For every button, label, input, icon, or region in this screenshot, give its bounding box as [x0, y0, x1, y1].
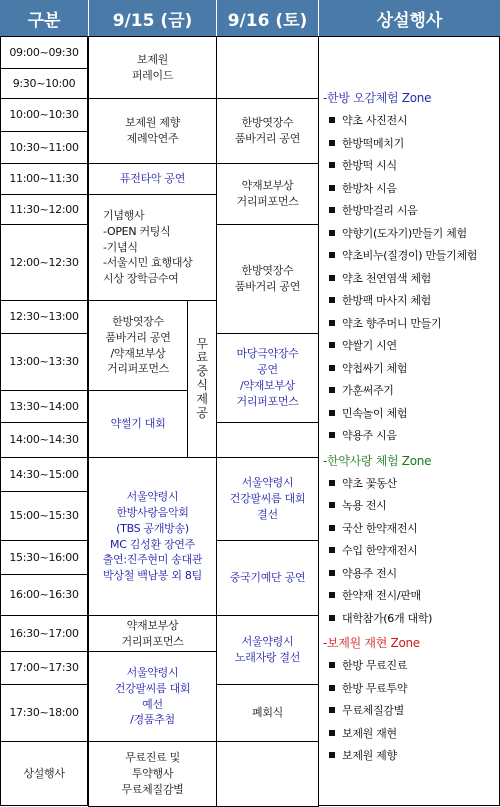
day1-ceremony-line: -서울시민 효행대상: [103, 256, 193, 270]
day1-health-prelim-line: 서울약령시: [126, 665, 179, 679]
day1-ritual: [88, 98, 217, 164]
day1-ceremony-line: 시상 장학금수여: [103, 272, 179, 286]
day1-singing-contest-line: 출연:진주현미 송대관: [102, 553, 203, 567]
day1-permanent-line: 무료체질감별: [121, 782, 184, 796]
bullet-icon: [329, 480, 335, 486]
day1-free-meal-line: 식: [196, 378, 208, 392]
time-slot: 10:00~10:30: [0, 98, 88, 132]
time-slot: 9:30~10:00: [0, 68, 88, 99]
day1-ceremony-line: -OPEN 커팅식: [103, 224, 171, 238]
zone-item: [323, 473, 499, 496]
time-slot: 16:30~17:00: [0, 615, 88, 652]
zone-item: [323, 313, 499, 336]
time-slot: 10:30~11:00: [0, 131, 88, 164]
zone-item: [323, 268, 499, 291]
day1-yakseolgi-line: 약썰기 대회: [110, 417, 166, 431]
day1-free-meal-line: 공: [196, 405, 208, 420]
zone-item: [323, 745, 499, 768]
bullet-icon: [329, 387, 335, 393]
day2-yangsang-line: 거리퍼포먼스: [236, 394, 299, 408]
zone-item-label: 녹용 전시: [342, 499, 387, 512]
day2-peddler1-line: 약재보부상: [241, 179, 294, 193]
day2-permanent: [216, 741, 319, 807]
header-category: 구분: [0, 0, 88, 36]
zone-item: [323, 608, 499, 631]
day1-health-prelim-line: 건강팔씨름 대회: [114, 681, 191, 695]
zone-item: [323, 380, 499, 403]
zone-item-label: 약용주 전시: [342, 566, 397, 580]
zone-item: [323, 110, 499, 133]
day1-health-prelim-line: /경품추첨: [130, 713, 175, 727]
zone-item: [323, 200, 499, 223]
day2-traditional: [216, 540, 319, 616]
day1-permanent-line: 투약행사: [131, 767, 174, 781]
day1-ritual-line: 보제원 제향: [125, 116, 180, 130]
header-day2: 9/16 (토): [216, 0, 318, 36]
zone-list: [323, 473, 499, 631]
zone-item-label: 대학참가(6개 대학): [342, 611, 433, 625]
time-slot: 13:00~13:30: [0, 333, 88, 391]
zone-item-label: 약초비누(질경이) 만들기체험: [342, 249, 478, 262]
day1-parade-line: 보제원: [137, 52, 168, 66]
zone-item: [323, 178, 499, 201]
bullet-icon: [329, 662, 335, 668]
day2-empty-morning: [216, 36, 319, 99]
bullet-icon: [329, 140, 335, 146]
time-slot: 14:30~15:00: [0, 457, 88, 492]
zone-item-label: 수입 한약재전시: [342, 544, 418, 557]
zone-title: -보제원 재현 Zone: [323, 636, 420, 650]
time-slot: 15:30~16:00: [0, 540, 88, 575]
day1-ritual-line: 제례악연주: [126, 132, 179, 145]
day1-performance-line: /약재보부상: [110, 346, 166, 360]
zone-item: [323, 223, 499, 246]
zone-item: [323, 335, 499, 358]
time-slot: 13:30~14:00: [0, 390, 88, 423]
zone-item-label: 한방떡 시식: [342, 159, 397, 172]
zone-item: [323, 155, 499, 178]
time-slot: 11:30~12:00: [0, 194, 88, 225]
time-slot: 15:00~15:30: [0, 491, 88, 541]
time-slot: 14:00~14:30: [0, 422, 88, 458]
zone-item: [323, 700, 499, 723]
day1-performance-line: 거리퍼포먼스: [107, 362, 169, 376]
zone-title: -한약사랑 체험 Zone: [323, 453, 432, 468]
time-slot: 11:00~11:30: [0, 163, 88, 195]
bullet-icon: [329, 275, 335, 281]
zone-item: [323, 403, 499, 426]
day1-permanent: [88, 741, 217, 807]
bullet-icon: [329, 525, 335, 531]
day1-singing-contest-line: MC 김성환 장연주: [110, 537, 195, 551]
bullet-icon: [329, 342, 335, 348]
bullet-icon: [329, 117, 335, 123]
day1-singing-contest-line: 한방사랑음악회: [116, 505, 189, 519]
day1-parade-line: 퍼레이드: [131, 68, 174, 82]
zone-item-label: 한방막걸리 시음: [342, 204, 418, 217]
zone-item-label: 한방떡메치기: [342, 136, 404, 150]
bullet-icon: [329, 365, 335, 371]
day1-free-meal-line: 료: [196, 350, 208, 365]
zone-item-label: 보제원 제향: [342, 749, 397, 762]
bullet-icon: [329, 730, 335, 736]
day1-free-meal-line: 중: [196, 364, 208, 379]
zone-item-label: 약첩싸기 체험: [342, 361, 408, 375]
zone-item-label: 약초 천연염색 체험: [342, 271, 432, 285]
zone-item-label: 약쌀기 시연: [342, 339, 397, 352]
day1-singing-contest-line: (TBS 공개방송): [116, 521, 189, 535]
day1-permanent-line: 무료진료 및: [125, 751, 180, 765]
day1-ceremony-line: 기념행사: [103, 208, 145, 222]
zone-item: [323, 495, 499, 518]
header-day1: 9/15 (금): [88, 0, 216, 36]
permanent-events-column: [318, 36, 500, 806]
bullet-icon: [329, 752, 335, 758]
day1-singing-contest-line: 서울약령시: [126, 489, 179, 503]
day2-traditional-line: 중국기예단 공연: [229, 571, 306, 585]
time-slot: 16:00~16:30: [0, 574, 88, 616]
day1-peddler-line: 거리퍼포먼스: [121, 634, 184, 648]
time-slot: 12:00~12:30: [0, 224, 88, 301]
time-slot: 09:00~09:30: [0, 36, 88, 69]
day1-fusion: [88, 163, 217, 195]
zone-item-label: 보제원 재현: [342, 726, 397, 740]
time-slot-permanent: 상설행사: [0, 741, 88, 806]
day2-perf1-line: 품바거리 공연: [234, 132, 301, 145]
day2-empty-mid: [216, 422, 319, 458]
day2-armwrestling: [216, 457, 319, 541]
zone-item-label: 약초 사진전시: [342, 114, 408, 127]
zone-item-label: 민속놀이 체험: [342, 406, 408, 420]
day1-peddler: [88, 615, 217, 652]
bullet-icon: [329, 185, 335, 191]
zone-item-label: 약향기(도자기)만들기 체험: [342, 226, 467, 240]
zone-item: [323, 563, 499, 586]
zone-item: [323, 678, 499, 701]
zone-list: [323, 110, 499, 448]
day2-closing-line: 폐회식: [252, 706, 283, 720]
day2-perf2-line: 품바거리 공연: [234, 280, 301, 293]
zone-item: [323, 723, 499, 746]
zone-item-label: 무료체질감별: [342, 704, 404, 717]
zone-list: [323, 655, 499, 768]
zone-item-label: 약용주 시음: [342, 429, 397, 442]
day2-armwrestling-line: 건강팔씨름 대회: [229, 492, 306, 506]
header-permanent: 상설행사: [318, 0, 500, 36]
day1-parade: [88, 36, 217, 99]
zone-item-label: 한방 무료투약: [342, 681, 408, 695]
day1-performance-line: 품바거리 공연: [105, 330, 171, 344]
day2-singing-final: [216, 615, 319, 685]
bullet-icon: [329, 502, 335, 508]
day1-performance: [88, 300, 188, 391]
day2-perf2: [216, 224, 319, 334]
zone-item: [323, 518, 499, 541]
bullet-icon: [329, 592, 335, 598]
zone-item: [323, 585, 499, 608]
zone-item-label: 한방 무료진료: [342, 659, 408, 672]
day2-yangsang-line: /약재보부상: [239, 379, 296, 392]
day1-health-prelim-line: 예선: [142, 697, 163, 711]
day2-yangsang-line: 마당극약장수: [236, 347, 299, 361]
day2-closing: [216, 684, 319, 742]
zone-item-label: 국산 한약재전시: [342, 521, 418, 535]
day2-yangsang: [216, 333, 319, 423]
day1-ceremony-line: -기념식: [103, 240, 138, 254]
bullet-icon: [329, 230, 335, 236]
zone-item: [323, 540, 499, 563]
zone-item: [323, 358, 499, 381]
time-slot: 17:30~18:00: [0, 684, 88, 742]
zone-item: [323, 290, 499, 313]
bullet-icon: [329, 707, 335, 713]
zone-item-label: 한방팩 마사지 체험: [342, 294, 432, 307]
day2-perf1: [216, 98, 319, 164]
bullet-icon: [329, 432, 335, 438]
bullet-icon: [329, 570, 335, 576]
day2-peddler1-line: 거리퍼포먼스: [236, 195, 299, 208]
bullet-icon: [329, 320, 335, 326]
zone-item-label: 약초 향주머니 만들기: [342, 316, 442, 330]
day1-yakseolgi: [88, 390, 188, 458]
day2-perf1-line: 한방엿장수: [241, 116, 294, 130]
time-slot: 12:30~13:00: [0, 300, 88, 334]
day1-health-prelim: [88, 651, 217, 742]
day2-yangsang-line: 공연: [257, 363, 278, 377]
bullet-icon: [329, 252, 335, 258]
bullet-icon: [329, 615, 335, 621]
day2-perf2-line: 한방엿장수: [241, 264, 294, 278]
day1-performance-line: 한방엿장수: [112, 314, 164, 328]
zone-item-label: 가훈써주기: [342, 384, 394, 397]
bullet-icon: [329, 162, 335, 168]
bullet-icon: [329, 207, 335, 213]
day2-peddler1: [216, 163, 319, 225]
day2-singing-final-line: 서울약령시: [241, 635, 294, 649]
day1-singing-contest: [88, 457, 217, 616]
day2-armwrestling-line: 서울약령시: [241, 476, 294, 490]
zone-title: -한방 오감체험 Zone: [323, 91, 432, 105]
zone-item: [323, 425, 499, 448]
day1-free-meal-line: 무: [196, 336, 208, 351]
zone-item: [323, 133, 499, 156]
day1-ceremony: [88, 194, 217, 301]
zone-item-label: 한방차 시음: [342, 181, 397, 195]
day2-singing-final-line: 노래자랑 결선: [234, 651, 301, 664]
zone-item: [323, 655, 499, 678]
bullet-icon: [329, 297, 335, 303]
bullet-icon: [329, 410, 335, 416]
bullet-icon: [329, 547, 335, 553]
day1-free-meal: [187, 300, 217, 458]
day2-armwrestling-line: 결선: [257, 507, 278, 521]
bullet-icon: [329, 685, 335, 691]
zone-item-label: 약초 꽃동산: [342, 476, 397, 490]
time-slot: 17:00~17:30: [0, 651, 88, 685]
day1-free-meal-line: 제: [196, 391, 208, 406]
day1-fusion-line: 퓨전타악 공연: [119, 172, 186, 186]
zone-item: [323, 245, 499, 268]
zone-item-label: 한약재 전시/판매: [342, 589, 421, 602]
day1-peddler-line: 약재보부상: [126, 618, 179, 632]
day1-singing-contest-line: 박상철 백남봉 외 8팀: [103, 569, 202, 583]
